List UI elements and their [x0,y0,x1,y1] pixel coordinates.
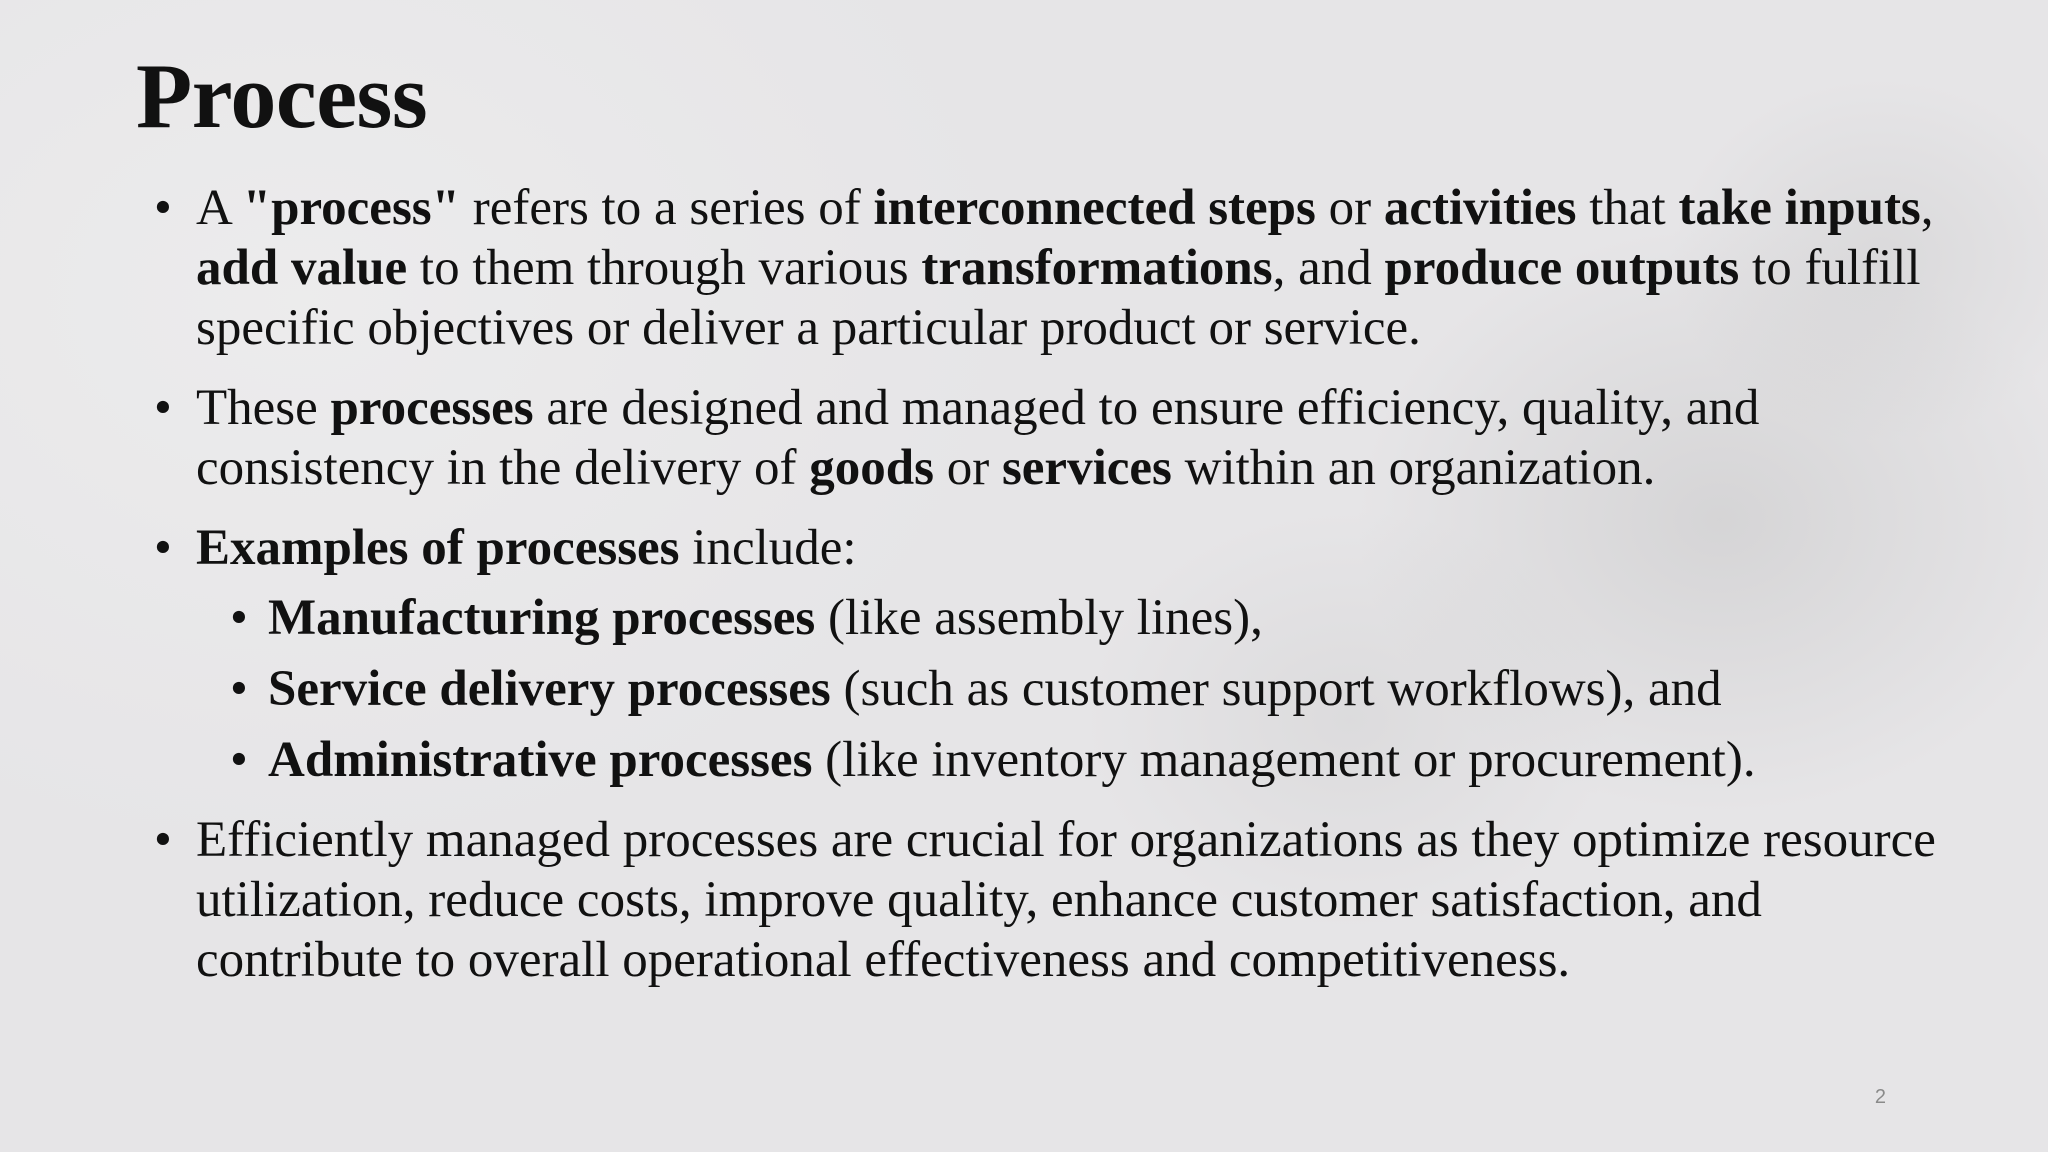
examples-sublist [150,588,1990,790]
slide-title: Process [136,45,428,147]
bullet-emphasis: add value [196,240,408,296]
bullet-text: , [1920,180,1934,236]
subbullet-text: (like assembly lines), [815,590,1263,646]
bullet-text: These [196,380,331,436]
bullet-text: that [1576,180,1679,236]
bullet-emphasis: activities [1383,180,1577,236]
bullet-emphasis: goods [809,440,934,496]
subbullet-service-delivery [226,659,1990,719]
bullet-process-definition [150,178,1951,358]
bullet-text: to fulfill specific objectives or deliver a particular product or service. [196,240,1921,356]
bullet-text: , and [1272,240,1385,296]
subbullet-emphasis: Administrative processes [268,732,813,788]
bullet-efficiency [150,810,1951,990]
bullet-emphasis: services [1001,440,1172,496]
subbullet-emphasis: Service delivery processes [268,661,831,717]
slide-content [150,178,1990,990]
bullet-emphasis: take inputs [1678,180,1921,236]
bullet-emphasis: "process" [242,180,460,236]
subbullet-manufacturing [226,588,1990,648]
bullet-text: within an organization. [1171,440,1656,496]
bullet-text: are designed and managed to ensure efficiency, quality, and consistency in the delivery of [196,380,1760,496]
page-number: 2 [1874,1086,1886,1108]
bullet-emphasis: processes [330,380,534,436]
bullet-text: Efficiently managed processes are crucial for organizations as they optimize resource utilization, reduce costs, improve quality, enhance customer satisfaction, and contribute to overall operational effectiveness and competitiveness. [196,812,1936,988]
subbullet-emphasis: Manufacturing processes [268,590,816,646]
bullet-text: A [196,180,243,236]
bullet-emphasis: transformations [921,240,1273,296]
bullet-process-purpose [150,378,1951,498]
bullet-text: include: [679,520,857,576]
bullet-emphasis: interconnected steps [873,180,1316,236]
bullet-examples [150,518,1990,790]
bullet-emphasis: Examples of processes [196,520,680,576]
bullet-text: refers to a series of [459,180,874,236]
bullet-text: to them through various [407,240,922,296]
bullet-text: or [933,440,1002,496]
bullet-emphasis: produce outputs [1384,240,1740,296]
bullet-text: or [1315,180,1384,236]
subbullet-administrative [226,730,1990,790]
subbullet-text: (like inventory management or procurement). [812,732,1756,788]
subbullet-text: (such as customer support workflows), and [830,661,1722,717]
